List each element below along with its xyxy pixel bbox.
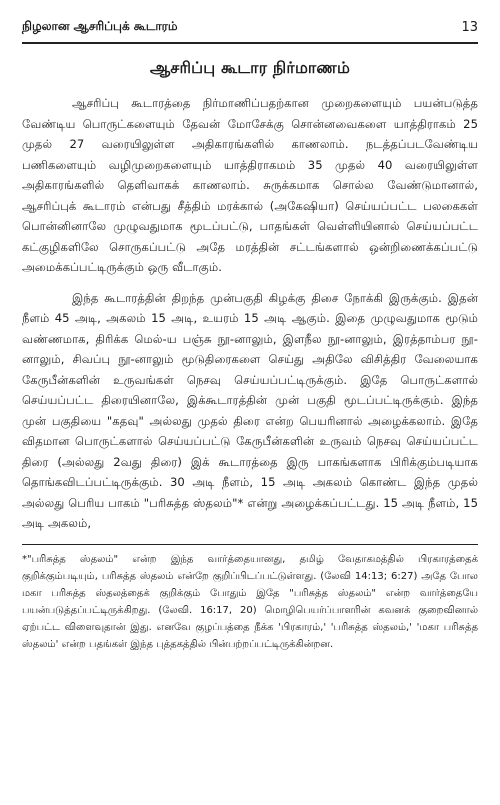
chapter-title: ஆசரிப்பு கூடார நிர்மாணம் xyxy=(149,58,351,77)
body-paragraph: இந்த கூடாரத்தின் திறந்த முன்பகுதி கிழக்கு திசை நோக்கி இருக்கும். இதன் நீளம் 45 அடி, அகலம் 15 அடி, உயரம் 15 அடி ஆகும். இதை முழுவதுமாக மூடும் வண்ணமாக, திரிக்க மெல்-ய பஞ்சு நூ-னாலும், இளநீல நூ-னாலும், இரத்தாம்பர நூ-னாலும், சிவப்பு நூ-னாலும் மூடுதிரைகளை செய்து அதிலே விசித்திர வேலையாக கேருபீன்களின் உருவங்கள் நெசவு செய்யப்பட்டிருக்கும். இதே பொருட்களால் செய்யப்பட்ட திரையினாலே, இக்கூடாரத்தின் முன் பகுதி மூடப்பட்டிருக்கும். இந்த முன் பகுதியை "கதவு" அல்லது முதல் திரை என்ற பெயரினால் அழைக்கலாம். இதே விதமான பொருட்களால் செய்யப்பட்டு கேருபீன்களின் உருவம் நெசவு செய்யப்பட்ட திரை (அல்லது 2வது திரை) இக் கூடாரத்தை இரு பாகங்களாக பிரிக்கும்படியாக தொங்கவிடப்பட்டிருக்கும். 30 அடி நீளம், 15 அடி அகலம் கொண்ட இந்த முதல் அல்லது பெரிய பாகம் "பரிசுத்த ஸ்தலம்"* என்று அழைக்கப்பட்டது. 15 அடி நீளம், 15 அடி அகலம், xyxy=(22,290,478,530)
page-number: 13 xyxy=(461,19,478,35)
page-header xyxy=(22,14,478,40)
header-rule xyxy=(22,42,478,44)
body-paragraph: ஆசரிப்பு கூடாரத்தை நிர்மாணிப்பதற்கான முறைகளையும் பயன்படுத்த வேண்டிய பொருட்களையும் தேவன் மோசேக்கு சொன்னவைகளை யாத்திராகம் 25 முதல் 27 வரையிலுள்ள அதிகாரங்களில் காணலாம். நடத்தப்படவேண்டிய பணிகளையும் வழிமுறைகளையும் யாத்திராகமம் 35 முதல் 40 வரையிலுள்ள அதிகாரங்களில் தெளிவாகக் காணலாம். சுருக்கமாக சொல்ல வேண்டுமானால், ஆசரிப்புக் கூடாரம் என்பது சீத்திம் மரக்கால் (அகேஷியா) செய்யப்பட்ட பலகைகள் பொன்னினாலே முழுவதுமாக மூடப்பட்டு, பாதங்கள் வெள்ளியினால் செய்யப்பட்ட கட்குழிகளிலே சொருகப்பட்டு அதே மரத்தின் சட்டங்களால் ஒன்றிணைக்கப்பட்டு அமைக்கப்பட்டிருக்கும் ஒரு வீடாகும். xyxy=(22,96,478,274)
running-head: நிழலான ஆசரிப்புக் கூடாரம் xyxy=(22,19,178,33)
footnote: *"பரிசுத்த ஸ்தலம்" என்ற இந்த வார்த்தையானது, தமிழ் வேதாகமத்தில் பிரகாரத்தைக் குறிக்கும்படியும், பரிசுத்த ஸ்தலம் என்றே குறிப்பிடப்பட்டுள்ளது. (லேவி 14:13; 6:27) அதே போல மகா பரிசுத்த ஸ்தலத்தைக் குறிக்கும் போதும் இதே "பரிசுத்த ஸ்தலம்" என்ற வார்த்தையே பயன்படுத்தப்பட்டிருக்கிறது. (லேவி. 16:17, 20) மொழிபெயர்ப்பாளரின் கவனக் குறைவினால் ஏற்பட்ட விளைவுதான் இது. எனவே குழப்பத்தை நீக்க 'பிரகாரம்,' 'பரிசுத்த ஸ்தலம்,' 'மகா பரிசுத்த ஸ்தலம்' என்ற பதங்கள் இந்த புத்தகத்தில் பின்பற்றப்பட்டிருக்கின்றன. xyxy=(22,553,478,650)
footnote-rule xyxy=(22,544,478,545)
